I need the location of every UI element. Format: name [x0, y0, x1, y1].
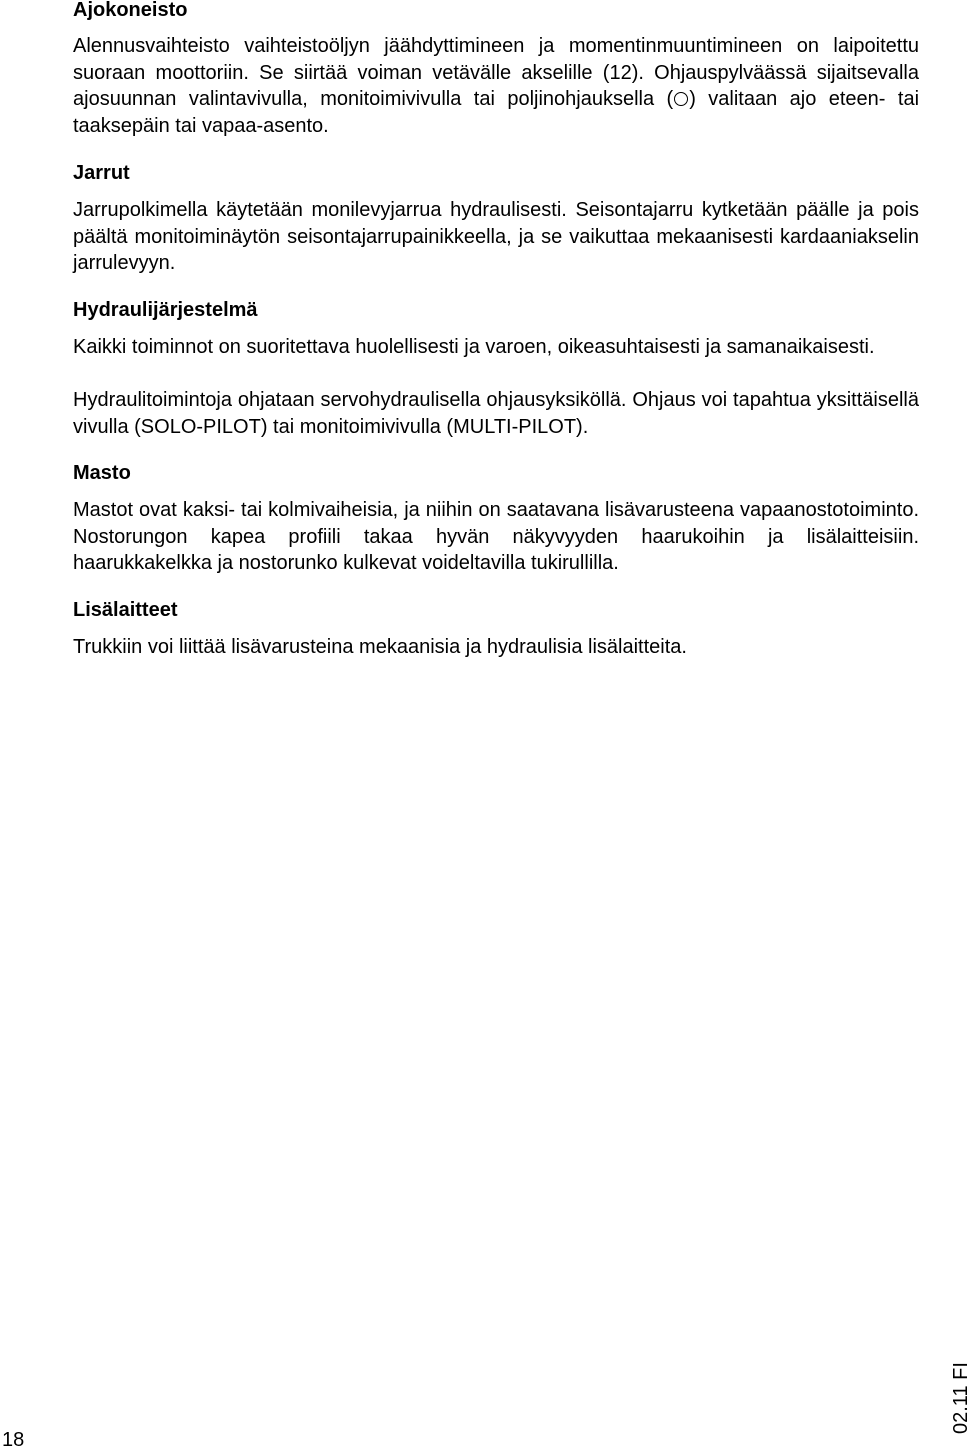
- paragraph-text-part: Alennusvaihteisto vaihteistoöljyn jäähdyttimineen ja momentinmuuntimineen on laipoitettu suoraan moottoriin. Se siirtää voiman vetävälle akselille (12). Ohjauspylväässä sijaitsevalla ajosuunnan valintavivulla, monitoimivivulla tai poljinohjauksella (: [73, 35, 919, 110]
- section-heading-masto: Masto: [73, 462, 131, 484]
- paragraph-masto: Mastot ovat kaksi- tai kolmivaiheisia, ja niihin on saatavana lisävarusteena vapaanostotoiminto. Nostorungon kapea profiili takaa hyvän näkyvyyden haarukoihin ja lisälaitteisiin. haarukkakelkka ja nostorunko kulkevat voideltavilla tukirullilla.: [73, 499, 919, 574]
- paragraph-ajokoneisto: [73, 33, 919, 139]
- paragraph-hydraulijarjestelma-2: Hydraulitoimintoja ohjataan servohydraulisella ohjausyksiköllä. Ohjaus voi tapahtua yksittäisellä vivulla (SOLO-PILOT) tai monitoimivivulla (MULTI-PILOT).: [73, 389, 919, 438]
- paragraph-text-part: ) valitaan ajo eteen- tai taaksepäin tai vapaa-asento.: [73, 88, 920, 137]
- section-heading-jarrut: Jarrut: [73, 162, 130, 184]
- section-heading-lisalaitteet: Lisälaitteet: [73, 599, 178, 621]
- paragraph-lisalaitteet: Trukkiin voi liittää lisävarusteina mekaanisia ja hydraulisia lisälaitteita.: [73, 636, 687, 658]
- paragraph-jarrut: Jarrupolkimella käytetään monilevyjarrua hydraulisesti. Seisontajarru kytketään päälle ja pois päältä monitoiminäytön seisontajarrupainikkeella, ja se vaikuttaa mekaanisesti kardaaniakselin jarrulevyyn.: [73, 199, 919, 274]
- section-heading-hydraulijarjestelma: Hydraulijärjestelmä: [73, 299, 258, 321]
- edition-code: 02.11 FI: [950, 1362, 972, 1434]
- paragraph-hydraulijarjestelma-1: Kaikki toiminnot on suoritettava huolellisesti ja varoen, oikeasuhtaisesti ja samanaikaisesti.: [73, 336, 875, 358]
- section-heading-ajokoneisto: Ajokoneisto: [73, 0, 188, 21]
- circle-outline-icon: [674, 92, 688, 106]
- page-number: 18: [2, 1429, 25, 1451]
